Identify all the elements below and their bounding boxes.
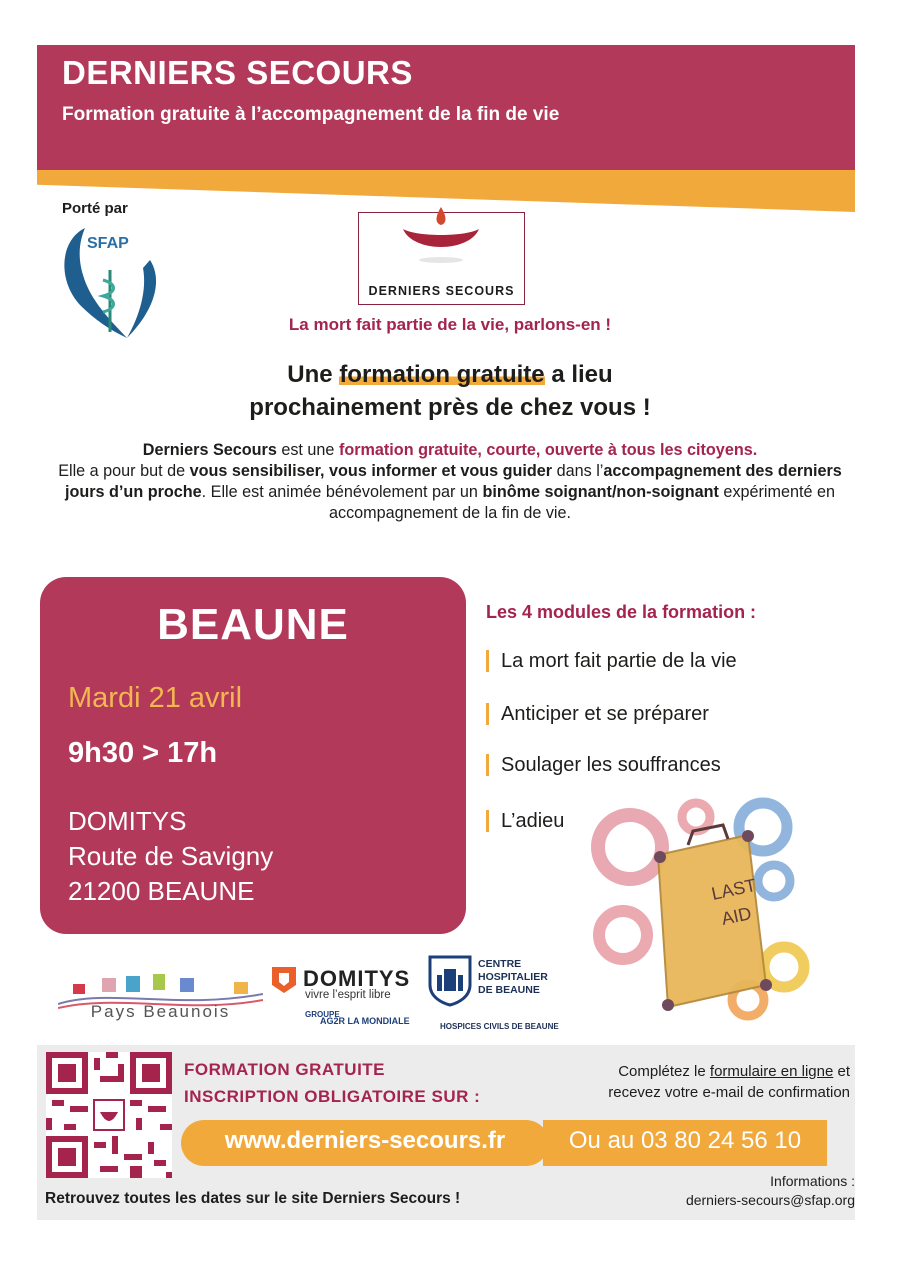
intro-paragraph bbox=[55, 440, 845, 524]
hospital-name-line: HOSPITALIER bbox=[478, 971, 548, 983]
event-address-line: 21200 BEAUNE bbox=[68, 876, 255, 906]
module-item: La mort fait partie de la vie bbox=[486, 650, 737, 672]
intro-s5: vous sensibiliser, vous informer et vous guider bbox=[189, 462, 553, 480]
headline-line2: prochainement près de chez vous ! bbox=[249, 394, 651, 421]
intro-s8: . Elle est animée bénévolement par un bbox=[201, 483, 483, 501]
intro-s9: binôme soignant/non-soignant bbox=[482, 483, 719, 501]
sfap-logo-text: SFAP bbox=[87, 235, 129, 252]
event-address-line: Route de Savigny bbox=[68, 841, 274, 871]
footer-line-1: FORMATION GRATUITE bbox=[184, 1060, 386, 1079]
complete-pre: Complétez le bbox=[618, 1063, 710, 1080]
intro-s3: formation gratuite, courte, ouverte à tous les citoyens. bbox=[338, 441, 758, 459]
footer-line-2: INSCRIPTION OBLIGATOIRE SUR : bbox=[184, 1087, 481, 1106]
hospital-shield-icon bbox=[428, 955, 472, 1007]
headline bbox=[0, 358, 900, 424]
suitcase-label-1: LAST bbox=[709, 874, 758, 904]
complete-post: et bbox=[833, 1063, 850, 1080]
online-form-link[interactable]: formulaire en ligne bbox=[709, 1063, 834, 1080]
suitcase-label-2: AID bbox=[719, 903, 754, 929]
headline-highlight: formation gratuite bbox=[339, 361, 545, 388]
website-link[interactable]: www.derniers-secours.fr bbox=[224, 1127, 506, 1154]
intro-s6: dans l’ bbox=[552, 462, 604, 480]
info-email[interactable]: derniers-secours@sfap.org bbox=[685, 1192, 855, 1208]
domitys-icon bbox=[270, 965, 298, 995]
headline-part2: a lieu bbox=[544, 361, 613, 388]
event-address-line: DOMITYS bbox=[68, 806, 187, 836]
modules-title: Les 4 modules de la formation : bbox=[486, 602, 757, 622]
headline-part1: Une bbox=[287, 361, 340, 388]
hospital-name-line: DE BEAUNE bbox=[478, 984, 540, 996]
qr-code[interactable] bbox=[46, 1052, 172, 1178]
intro-s7: accompagnement des derniers jours d’un proche bbox=[64, 462, 842, 501]
page-title: DERNIERS SECOURS bbox=[62, 54, 413, 91]
complete-form-text bbox=[560, 1063, 850, 1080]
info-label: Informations : bbox=[770, 1173, 855, 1189]
hospices-label: HOSPICES CIVILS DE BEAUNE bbox=[440, 1022, 559, 1031]
derniers-secours-logo-label: DERNIERS SECOURS bbox=[368, 284, 515, 298]
phone-number[interactable]: Ou au 03 80 24 56 10 bbox=[568, 1127, 802, 1154]
porte-par-label: Porté par bbox=[62, 200, 128, 217]
domitys-tagline: vivre l’esprit libre bbox=[305, 989, 391, 1001]
event-time: 9h30 > 17h bbox=[68, 737, 218, 769]
hospital-name-line: CENTRE bbox=[478, 958, 522, 970]
lamp-icon bbox=[395, 205, 487, 265]
intro-s10: expérimenté en accompagnement de la fin de vie. bbox=[328, 483, 836, 522]
event-city: BEAUNE bbox=[157, 600, 349, 649]
intro-s4: Elle a pour but de bbox=[58, 462, 190, 480]
event-date: Mardi 21 avril bbox=[68, 682, 243, 714]
domitys-logo-text: DOMITYS bbox=[303, 966, 411, 991]
page-subtitle: Formation gratuite à l’accompagnement de la fin de vie bbox=[62, 104, 560, 125]
module-item: Anticiper et se préparer bbox=[486, 703, 709, 725]
module-item: L’adieu bbox=[486, 810, 564, 832]
module-item: Soulager les souffrances bbox=[486, 754, 721, 776]
intro-s1: Derniers Secours bbox=[142, 441, 277, 459]
ag2r-group-label: GROUPE bbox=[305, 1010, 340, 1019]
pays-beaunois-text: Pays Beaunois bbox=[90, 1002, 231, 1021]
suitcase-illustration bbox=[588, 795, 826, 1035]
complete-form-line-2: recevez votre e-mail de confirmation bbox=[608, 1084, 850, 1101]
tagline: La mort fait partie de la vie, parlons-en ! bbox=[288, 315, 612, 334]
retrouvez-text: Retrouvez toutes les dates sur le site Derniers Secours ! bbox=[45, 1190, 461, 1207]
ag2r-logo-text: AG2R LA MONDIALE bbox=[320, 1016, 410, 1026]
intro-s2: est une bbox=[276, 441, 339, 459]
